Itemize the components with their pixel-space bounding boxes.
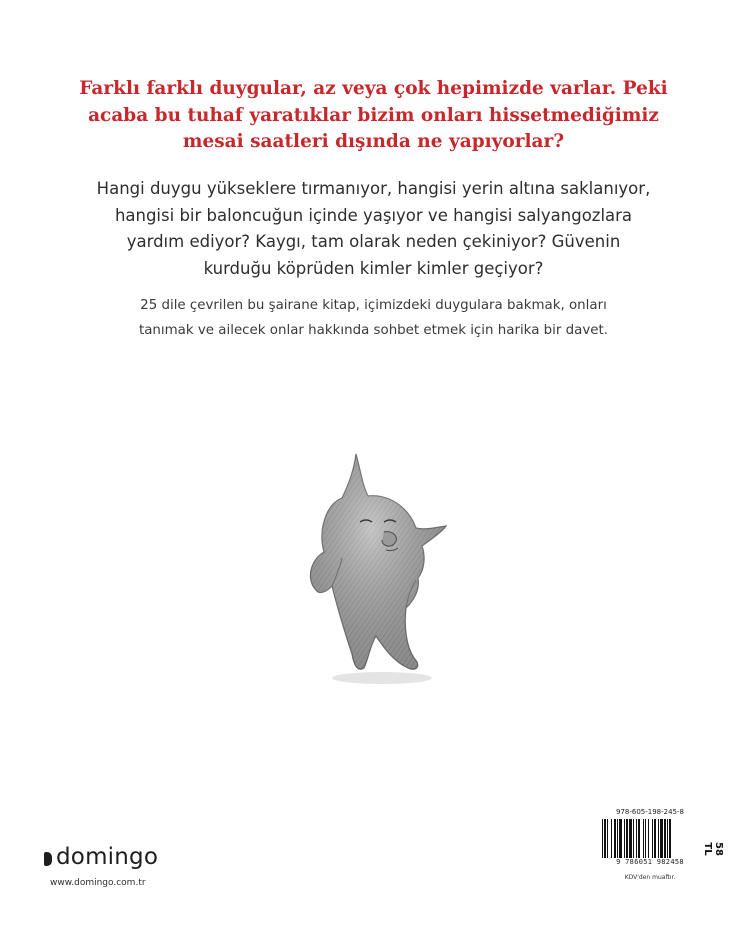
description-line: kurduğu köprüden kimler kimler geçiyor? [203, 258, 544, 278]
grey-creature-illustration [296, 440, 456, 690]
tax-note: KDV'den muaftır. [624, 874, 676, 881]
headline-line: mesai saatleri dışında ne yapıyorlar? [182, 131, 565, 152]
headline-line: Farklı farklı duygular, az veya çok hepimizde varlar. Peki [79, 78, 668, 99]
description [0, 176, 747, 282]
publisher-brand [40, 844, 200, 898]
barcode-area [600, 808, 728, 888]
headline [0, 76, 747, 156]
isbn-number: 978-605-198-245-8 [615, 808, 684, 816]
blurb [0, 294, 747, 343]
domingo-logo-icon [44, 852, 52, 866]
description-line: Hangi duygu yükseklere tırmanıyor, hangisi yerin altına saklanıyor, [96, 179, 651, 198]
blurb-line: tanımak ve ailecek onlar hakkında sohbet etmek için harika bir davet. [138, 322, 609, 338]
publisher-name: domingo [56, 844, 159, 870]
barcode-digits: 9 786051 982458 [600, 858, 700, 866]
description-line: yardım ediyor? Kaygı, tam olarak neden çekiniyor? Güvenin [126, 232, 621, 251]
blurb-line: 25 dile çevrilen bu şairane kitap, içimizdeki duygulara bakmak, onları [140, 298, 607, 313]
price-label: 58 TL [702, 842, 724, 856]
headline-line: acaba bu tuhaf yaratıklar bizim onları hissetmediğimiz [88, 104, 659, 126]
publisher-website: www.domingo.com.tr [50, 878, 146, 888]
description-line: hangisi bir baloncuğun içinde yaşıyor ve hangisi salyangozlara [114, 205, 633, 225]
